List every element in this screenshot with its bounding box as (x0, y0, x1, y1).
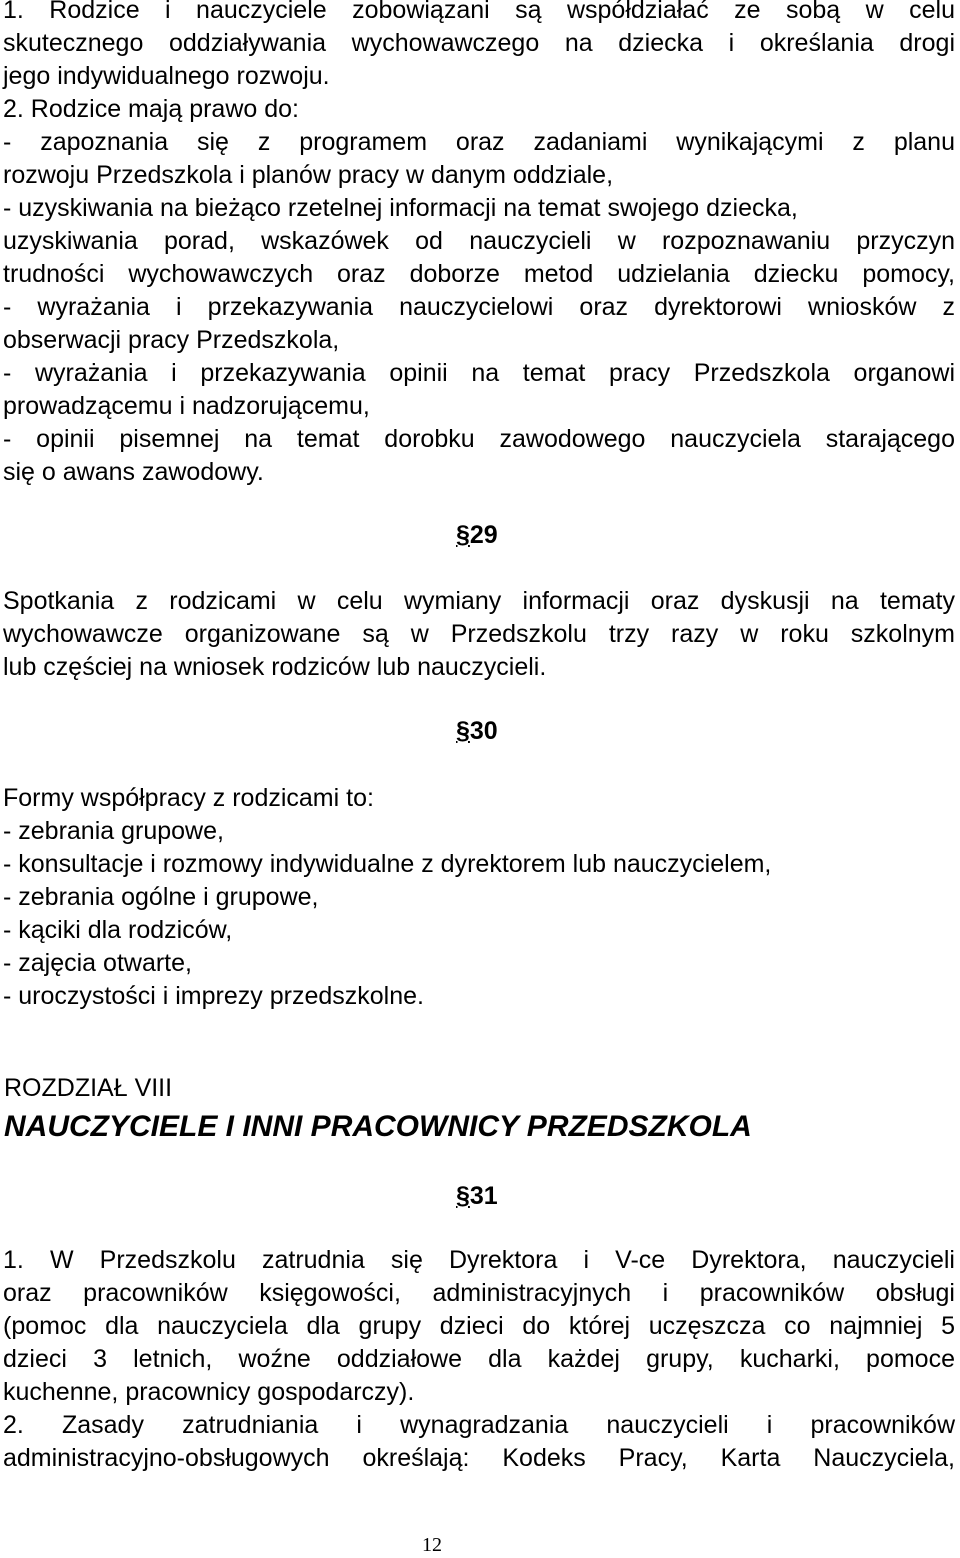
paragraph-line: obserwacji pracy Przedszkola, (3, 326, 340, 354)
paragraph-line: wychowawcze organizowane są w Przedszkolu trzy razy w roku szkolnym (3, 620, 955, 648)
paragraph-line: - wyrażania i przekazywania opinii na temat pracy Przedszkola organowi (3, 359, 955, 387)
paragraph-line: prowadzącemu i nadzorującemu, (3, 392, 370, 420)
paragraph-line: - opinii pisemnej na temat dorobku zawodowego nauczyciela starającego (3, 425, 955, 453)
paragraph-line: lub częściej na wniosek rodziców lub nauczycieli. (3, 653, 547, 681)
paragraph-line: - zapoznania się z programem oraz zadaniami wynikającymi z planu (3, 128, 955, 156)
paragraph-line: 2. Zasady zatrudniania i wynagradzania nauczycieli i pracowników (3, 1411, 955, 1439)
paragraph-line: administracyjno-obsługowych określają: Kodeks Pracy, Karta Nauczyciela, (3, 1444, 955, 1472)
paragraph-line: trudności wychowawczych oraz doborze metod udzielania dziecku pomocy, (3, 260, 955, 288)
section-symbol: § (456, 521, 470, 549)
section-symbol: § (456, 717, 470, 745)
chapter-title: NAUCZYCIELE I INNI PRACOWNICY PRZEDSZKOLA (4, 1110, 752, 1143)
paragraph-line: skutecznego oddziaływania wychowawczego na dziecka i określania drogi (3, 29, 955, 57)
section-number: 30 (469, 717, 498, 745)
paragraph-line: kuchenne, pracownicy gospodarczy). (3, 1378, 415, 1406)
list-item: - kąciki dla rodziców, (3, 916, 233, 944)
paragraph-line: Spotkania z rodzicami w celu wymiany informacji oraz dyskusji na tematy (3, 587, 955, 615)
paragraph-line: uzyskiwania porad, wskazówek od nauczycieli w rozpoznawaniu przyczyn (3, 227, 955, 255)
list-item: - uroczystości i imprezy przedszkolne. (3, 982, 424, 1010)
paragraph-line: oraz pracowników księgowości, administracyjnych i pracowników obsługi (3, 1279, 955, 1307)
list-item: - zajęcia otwarte, (3, 949, 192, 977)
section-heading-29 (456, 519, 498, 552)
paragraph-line: się o awans zawodowy. (3, 458, 264, 486)
paragraph-line: rozwoju Przedszkola i planów pracy w danym oddziale, (3, 161, 614, 189)
paragraph-line: (pomoc dla nauczyciela dla grupy dzieci do której uczęszcza co najmniej 5 (3, 1312, 955, 1340)
page-number: 12 (422, 1534, 442, 1556)
paragraph-line: dzieci 3 letnich, woźne oddziałowe dla każdej grupy, kucharki, pomoce (3, 1345, 955, 1373)
section-heading-31 (456, 1180, 498, 1213)
section-number: 29 (469, 521, 498, 549)
list-item: - konsultacje i rozmowy indywidualne z dyrektorem lub nauczycielem, (3, 850, 772, 878)
paragraph-line: 1. W Przedszkolu zatrudnia się Dyrektora i V-ce Dyrektora, nauczycieli (3, 1246, 955, 1274)
list-intro: Formy współpracy z rodzicami to: (3, 784, 374, 812)
section-heading-30 (456, 715, 498, 748)
paragraph-line: - uzyskiwania na bieżąco rzetelnej informacji na temat swojego dziecka, (3, 194, 798, 222)
paragraph-line: 2. Rodzice mają prawo do: (3, 95, 299, 123)
chapter-number: ROZDZIAŁ VIII (4, 1074, 173, 1102)
section-number: 31 (469, 1182, 498, 1210)
paragraph-line: 1. Rodzice i nauczyciele zobowiązani są współdziałać ze sobą w celu (3, 0, 955, 24)
section-symbol: § (456, 1182, 470, 1210)
list-item: - zebrania ogólne i grupowe, (3, 883, 319, 911)
paragraph-line: - wyrażania i przekazywania nauczycielowi oraz dyrektorowi wniosków z (3, 293, 955, 321)
paragraph-line: jego indywidualnego rozwoju. (3, 62, 330, 90)
list-item: - zebrania grupowe, (3, 817, 224, 845)
